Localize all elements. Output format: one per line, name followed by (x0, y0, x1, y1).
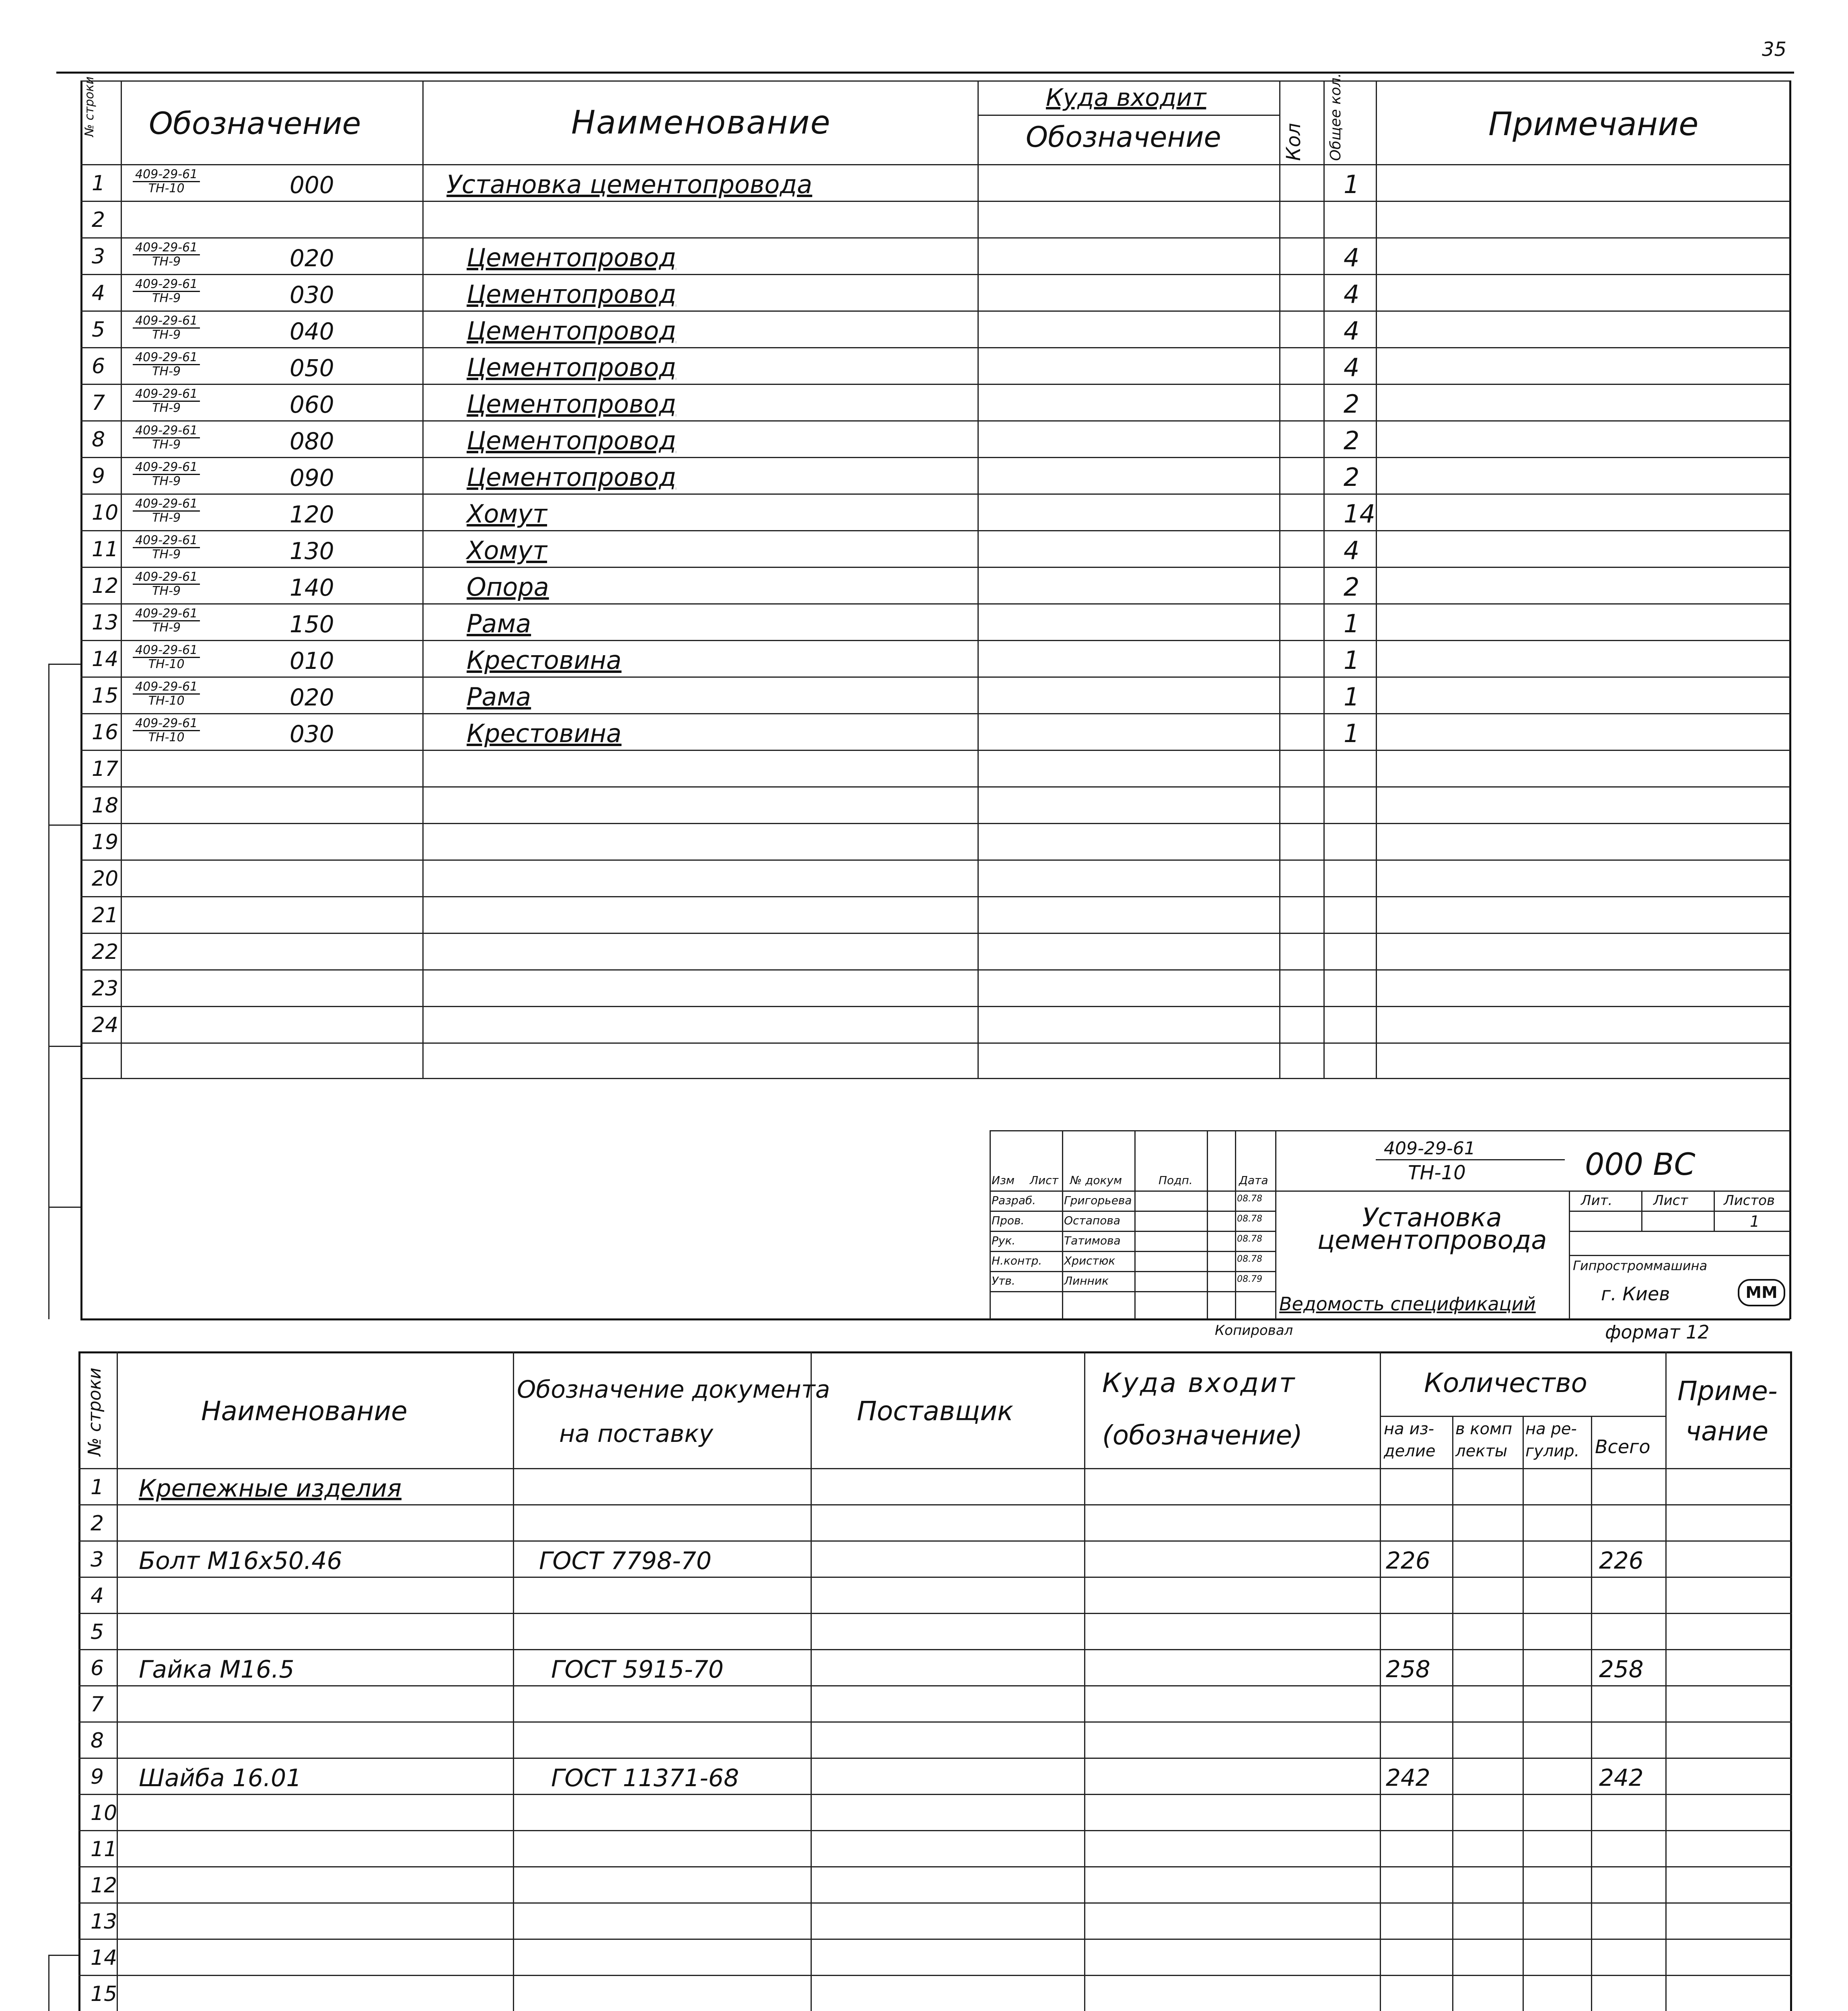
row-name: Хомут (467, 499, 547, 528)
row-designation-code: 030 (290, 720, 334, 748)
tb-date: 08.78 (1237, 1254, 1262, 1264)
row-total-qty: 1 (1344, 609, 1360, 638)
tb-doc-code: 000 ВС (1585, 1146, 1696, 1182)
row-name: Цементопровод (467, 463, 676, 492)
row-qty-per-item: 242 (1386, 1764, 1430, 1791)
designation-series: 409-29-61 (133, 168, 200, 182)
row-designation (133, 278, 200, 305)
row-number: 3 (92, 245, 105, 269)
row-name: Цементопровод (467, 243, 676, 272)
row-number: 16 (92, 720, 119, 744)
tb-copied: Копировал (1215, 1322, 1293, 1339)
row-number: 1 (92, 171, 105, 195)
row-number: 13 (92, 611, 119, 635)
row-qty-total: 258 (1599, 1655, 1644, 1683)
header-regulate-2: гулир. (1525, 1442, 1580, 1460)
header-doc-line1: Обозначение документа (517, 1376, 830, 1404)
mm-logo: ММ (1738, 1279, 1785, 1306)
row-name: Крестовина (467, 646, 622, 675)
row-number: 13 (91, 1910, 117, 1934)
tb-doc-bottom: ТН-10 (1408, 1162, 1466, 1184)
row-designation (133, 571, 200, 598)
row-name: Шайба 16.01 (139, 1764, 302, 1792)
designation-series: 409-29-61 (133, 351, 200, 365)
tb-person: Христюк (1064, 1254, 1115, 1267)
header-total-qty: Общее кол. (1327, 73, 1344, 161)
tb-date: 08.78 (1237, 1214, 1262, 1224)
row-number: 11 (91, 1837, 117, 1861)
row-name: Опора (467, 572, 549, 602)
row-designation (133, 351, 200, 378)
tb-person: Татимова (1064, 1234, 1121, 1247)
row-supply-document: ГОСТ 7798-70 (539, 1547, 712, 1575)
row-designation-code: 150 (290, 611, 334, 638)
row-total-qty: 4 (1344, 353, 1360, 382)
header-where-used-2: (обозначение) (1102, 1420, 1303, 1451)
header-row-number: № строки (84, 1367, 105, 1456)
designation-sheet: ТН-9 (152, 584, 181, 598)
row-designation (133, 717, 200, 744)
designation-series: 409-29-61 (133, 607, 200, 621)
row-number: 14 (92, 647, 119, 671)
tb-person: Линник (1064, 1274, 1109, 1287)
row-total-qty: 4 (1344, 280, 1360, 309)
row-designation-code: 020 (290, 245, 334, 272)
row-total-qty: 4 (1344, 316, 1360, 345)
row-name: Цементопровод (467, 280, 676, 309)
tb-role: Пров. (992, 1214, 1025, 1227)
row-name: Цементопровод (467, 316, 676, 345)
tb-date: 08.78 (1237, 1234, 1262, 1244)
header-where-used-1: Куда входит (1102, 1367, 1296, 1398)
designation-sheet: ТН-9 (152, 291, 181, 305)
row-designation (133, 681, 200, 707)
header-supplier: Поставщик (857, 1396, 1014, 1427)
row-number: 6 (91, 1656, 104, 1680)
row-name: Крестовина (467, 719, 622, 748)
row-number: 6 (92, 354, 105, 378)
header-qty: Кол (1282, 123, 1305, 161)
row-designation-code: 040 (290, 318, 334, 345)
row-number: 19 (92, 830, 119, 854)
row-name: Хомут (467, 536, 547, 565)
row-name: Крепежные изделия (139, 1474, 402, 1503)
tb-role: Разраб. (992, 1194, 1036, 1207)
header-name: Наименование (571, 104, 831, 141)
row-supply-document: ГОСТ 5915-70 (551, 1655, 724, 1684)
designation-series: 409-29-61 (133, 498, 200, 512)
designation-series: 409-29-61 (133, 461, 200, 475)
tb-lit: Лит. (1581, 1193, 1613, 1209)
header-per-item-1: на из- (1384, 1420, 1434, 1438)
tb-person: Григорьева (1064, 1194, 1132, 1207)
designation-sheet: ТН-9 (152, 474, 181, 488)
header-name: Наименование (201, 1396, 407, 1427)
designation-sheet: ТН-9 (152, 364, 181, 378)
designation-series: 409-29-61 (133, 241, 200, 255)
tb-sheets-value: 1 (1750, 1213, 1760, 1230)
designation-series: 409-29-61 (133, 681, 200, 695)
designation-sheet: ТН-10 (148, 181, 185, 195)
row-designation-code: 120 (290, 501, 334, 528)
row-name: Цементопровод (467, 353, 676, 382)
row-total-qty: 4 (1344, 243, 1360, 272)
row-number: 8 (92, 428, 105, 452)
header-where-used-designation: Обозначение (1026, 121, 1221, 154)
row-number: 22 (92, 940, 119, 964)
tb-role: Рук. (992, 1234, 1016, 1247)
tb-sheets: Листов (1724, 1193, 1775, 1209)
designation-sheet: ТН-10 (148, 694, 185, 708)
row-number: 8 (91, 1729, 104, 1753)
row-number: 12 (91, 1873, 117, 1898)
row-designation-code: 020 (290, 684, 334, 711)
tb-col-doc: № докум (1070, 1174, 1122, 1187)
row-total-qty: 2 (1344, 572, 1360, 602)
row-total-qty: 2 (1344, 426, 1360, 455)
designation-sheet: ТН-9 (152, 547, 181, 561)
designation-series: 409-29-61 (133, 278, 200, 292)
row-number: 14 (91, 1946, 117, 1970)
row-total-qty: 1 (1344, 682, 1360, 711)
row-number: 4 (91, 1584, 104, 1608)
row-designation (133, 607, 200, 634)
row-total-qty: 1 (1344, 170, 1360, 199)
designation-sheet: ТН-9 (152, 255, 181, 269)
row-number: 7 (91, 1692, 104, 1717)
row-designation-code: 090 (290, 464, 334, 491)
row-name: Рама (467, 609, 531, 638)
header-note-2: чание (1685, 1416, 1769, 1447)
row-qty-total: 226 (1599, 1547, 1644, 1574)
tb-col-sign: Подп. (1159, 1174, 1193, 1187)
header-designation: Обозначение (149, 105, 361, 141)
row-number: 5 (91, 1620, 104, 1644)
header-in-sets-1: в комп (1455, 1420, 1513, 1438)
designation-sheet: ТН-9 (152, 328, 181, 342)
row-number: 9 (91, 1765, 104, 1789)
tb-sheet: Лист (1653, 1193, 1688, 1209)
row-name: Установка цементопровода (447, 170, 813, 199)
tb-col-izm: Изм (992, 1174, 1015, 1187)
row-number: 10 (91, 1801, 117, 1825)
tb-doc-top: 409-29-61 (1384, 1138, 1476, 1159)
row-total-qty: 4 (1344, 536, 1360, 565)
row-number: 20 (92, 867, 119, 891)
designation-sheet: ТН-10 (148, 730, 185, 744)
row-number: 2 (92, 208, 105, 232)
row-number: 10 (92, 501, 119, 525)
tb-org: Гипростроммашина (1573, 1258, 1708, 1273)
row-designation (133, 241, 200, 268)
row-number: 23 (92, 977, 119, 1001)
designation-series: 409-29-61 (133, 644, 200, 658)
row-number: 1 (91, 1475, 104, 1499)
row-number: 15 (92, 684, 119, 708)
designation-series: 409-29-61 (133, 717, 200, 731)
designation-sheet: ТН-9 (152, 511, 181, 525)
row-number: 4 (92, 281, 105, 305)
row-number: 17 (92, 757, 119, 781)
designation-series: 409-29-61 (133, 424, 200, 438)
tb-format: формат 12 (1605, 1321, 1710, 1343)
row-number: 7 (92, 391, 105, 415)
row-total-qty: 1 (1344, 646, 1360, 675)
tb-col-date: Дата (1239, 1174, 1268, 1187)
row-total-qty: 14 (1344, 499, 1375, 528)
row-qty-per-item: 258 (1386, 1655, 1430, 1683)
row-designation (133, 424, 200, 451)
row-name: Гайка М16.5 (139, 1655, 294, 1684)
row-qty-per-item: 226 (1386, 1547, 1430, 1574)
tb-title: Установка цементопровода (1317, 1203, 1547, 1255)
row-name: Болт М16х50.46 (139, 1547, 342, 1575)
designation-sheet: ТН-10 (148, 657, 185, 671)
row-number: 24 (92, 1013, 119, 1037)
tb-date: 08.78 (1237, 1194, 1262, 1204)
row-total-qty: 2 (1344, 389, 1360, 419)
row-number: 15 (91, 1982, 117, 2006)
designation-sheet: ТН-9 (152, 401, 181, 415)
row-total-qty: 2 (1344, 463, 1360, 492)
designation-series: 409-29-61 (133, 534, 200, 548)
designation-sheet: ТН-9 (152, 438, 181, 452)
tb-col-list: Лист (1030, 1174, 1058, 1187)
row-designation-code: 130 (290, 537, 334, 565)
row-designation (133, 534, 200, 561)
page-number: 35 (1762, 38, 1787, 61)
header-note: Примечание (1488, 105, 1699, 143)
row-name: Рама (467, 682, 531, 711)
row-qty-total: 242 (1599, 1764, 1644, 1791)
row-designation-code: 060 (290, 391, 334, 418)
tb-date: 08.79 (1237, 1274, 1262, 1284)
row-designation (133, 168, 200, 195)
row-designation-code: 010 (290, 647, 334, 674)
row-number: 18 (92, 794, 119, 818)
header-doc-line2: на поставку (559, 1420, 713, 1448)
row-designation (133, 644, 200, 671)
header-per-item-2: делие (1384, 1442, 1436, 1460)
tb-subtitle: Ведомость спецификаций (1279, 1293, 1536, 1315)
row-designation-code: 030 (290, 281, 334, 308)
header-total: Всего (1595, 1436, 1650, 1458)
header-where-used: Куда входит (1046, 84, 1206, 112)
row-number: 3 (91, 1548, 104, 1572)
header-row-number: № строки (82, 76, 97, 137)
row-number: 5 (92, 318, 105, 342)
tb-city: г. Киев (1601, 1283, 1670, 1305)
tb-person: Остапова (1064, 1214, 1120, 1227)
header-in-sets-2: лекты (1455, 1442, 1508, 1460)
row-designation (133, 388, 200, 415)
tb-role: Н.контр. (992, 1254, 1042, 1267)
header-quantity: Количество (1424, 1367, 1587, 1398)
row-designation (133, 461, 200, 488)
row-number: 12 (92, 574, 119, 598)
row-number: 9 (92, 464, 105, 488)
row-number: 21 (92, 903, 119, 927)
header-note-1: Приме- (1677, 1376, 1778, 1406)
row-name: Цементопровод (467, 426, 676, 455)
row-name: Цементопровод (467, 389, 676, 419)
row-designation (133, 498, 200, 524)
designation-series: 409-29-61 (133, 571, 200, 585)
designation-series: 409-29-61 (133, 388, 200, 402)
designation-series: 409-29-61 (133, 315, 200, 329)
row-designation (133, 315, 200, 341)
row-designation-code: 000 (290, 171, 334, 199)
header-regulate-1: на ре- (1525, 1420, 1577, 1438)
row-number: 2 (91, 1511, 104, 1536)
row-supply-document: ГОСТ 11371-68 (551, 1764, 739, 1792)
row-designation-code: 050 (290, 354, 334, 382)
designation-sheet: ТН-9 (152, 621, 181, 635)
tb-role: Утв. (992, 1274, 1015, 1287)
row-total-qty: 1 (1344, 719, 1360, 748)
row-designation-code: 140 (290, 574, 334, 601)
row-number: 11 (92, 537, 119, 561)
row-designation-code: 080 (290, 428, 334, 455)
